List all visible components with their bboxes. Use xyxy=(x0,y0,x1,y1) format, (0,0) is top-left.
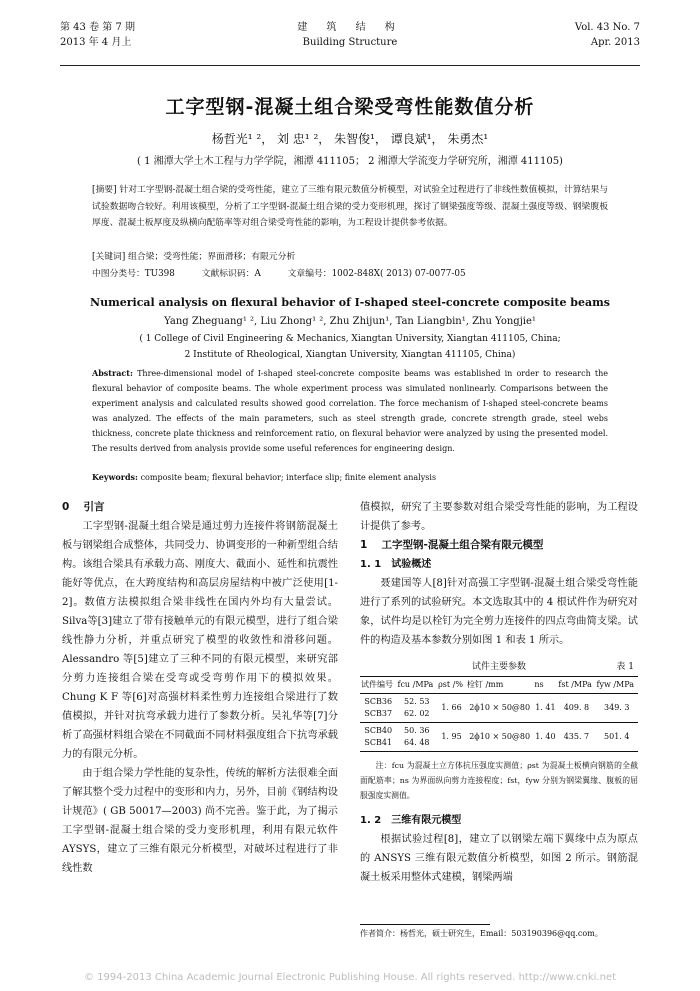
table-cell: 409. 8 xyxy=(563,703,590,712)
table-header: fst /MPa xyxy=(557,677,595,694)
table-header-row xyxy=(360,677,638,694)
abstract-label: Abstract: xyxy=(92,368,133,378)
table-cell: SCB36 SCB37 xyxy=(364,697,393,718)
author-footnote: 作者简介：杨哲光，硕士研究生，Email：503190396@qq.com。 xyxy=(360,929,603,938)
paragraph: 由于组合梁力学性能的复杂性，传统的解析方法很难全面了解其整个受力过程中的变形和内力，另外，目前《钢结构设计规范》( GB 50017—2003) 尚不完善。鉴于此，为了揭示工字型钢-混凝土组合梁的受力变形机理，利用有限元软件 AYSYS，建立了三维有限元分析模型，对破坏过程进行了非线性数 xyxy=(62,768,338,874)
table-header: ρst /% xyxy=(437,677,466,694)
running-header xyxy=(60,20,640,56)
header-rule xyxy=(60,65,640,66)
table-header: fyw /MPa xyxy=(595,677,638,694)
subsection-1-1-heading: 1. 1 试验概述 xyxy=(360,559,432,570)
table-caption xyxy=(360,658,638,676)
table-title: 试件主要参数 xyxy=(471,662,526,672)
header-center xyxy=(60,20,640,50)
table-cell: SCB40 SCB41 xyxy=(360,723,396,752)
table-note: 注：fcu 为混凝土立方体抗压强度实测值；ρst 为混凝土板横向钢筋的全截面配筋率；ns 为界面纵向剪力连接程度；fst，fyw 分别为钢梁翼缘、腹板的屈服强度实测值。 xyxy=(360,761,638,800)
english-affiliation-1: ( 1 College of Civil Engineering & Mechanics, Xiangtan University, Xiangtan 411105, China; xyxy=(139,334,561,344)
right-column xyxy=(360,498,638,887)
keywords-text: composite beam; flexural behavior; interface slip; finite element analysis xyxy=(140,473,437,482)
table-number: 表 1 xyxy=(616,662,634,672)
volume-zh: 第 43 卷 第 7 期 xyxy=(60,22,135,33)
english-authors: Yang Zheguang¹ ², Liu Zhong¹ ², Zhu Zhijun¹, Tan Liangbin¹, Zhu Yongjie¹ xyxy=(164,316,536,327)
paragraph: 工字型钢-混凝土组合梁是通过剪力连接件将钢筋混凝土板与钢梁组合成整体，共同受力、协调变形的一种新型组合结构。该组合梁具有承载力高、刚度大、截面小、延性和抗震性能好等优点，在大跨度结构和高层房屋结构中被广泛使用[1-2]。数值方法模拟组合梁非线性在国内外均有大量尝试。Silva等[3]建立了带有接触单元的有限元模型，进行了组合梁线性静力分析，并重点研究了模型的收敛性和滑移问题。Alessandro 等[5]建立了三种不同的有限元模型，来研究部分剪力连接组合梁在受弯或受弯剪作用下的模拟效果。Chung K F 等[6]对高强材料柔性剪力连接组合梁进行了数值模拟，并针对抗弯承载力进行了参数分析。吴礼华等[7]分析了高强材料组合梁在不同截面不同材料强度组合下抗弯承载力的有限元分析。 xyxy=(62,521,338,760)
doc-code: 文献标识码：A xyxy=(201,269,261,279)
english-affiliation-2: 2 Institute of Rheological, Xiangtan University, Xiangtan 411105, China) xyxy=(184,350,516,360)
header-right xyxy=(575,20,640,50)
table-cell: 50. 36 64. 48 xyxy=(396,723,437,752)
table-row xyxy=(360,694,638,723)
table-cell: 501. 4 xyxy=(595,723,638,752)
english-abstract xyxy=(92,366,608,456)
table-cell: 1. 41 xyxy=(535,703,556,712)
table-cell: 2ϕ10 × 50@80 xyxy=(469,703,531,712)
clc-number: 中图分类号：TU398 xyxy=(92,269,175,279)
paragraph-continued: 值模拟，研究了主要参数对组合梁受弯性能的影响，为工程设计提供了参考。 xyxy=(360,502,638,532)
english-title: Numerical analysis on flexural behavior of I-shaped steel-concrete composite beams xyxy=(90,296,610,309)
table-header: 栓钉 /mm xyxy=(466,677,533,694)
classification-line xyxy=(92,267,608,282)
footnote-rule xyxy=(360,924,490,925)
journal-name-en: Building Structure xyxy=(302,37,398,48)
table-cell: 1. 40 xyxy=(533,723,557,752)
abstract-zh: [摘要] 针对工字型钢-混凝土组合梁的受弯性能，建立了三维有限元数值分析模型，对试验全过程进行了非线性数值模拟，计算结果与试验数据吻合较好。利用该模型，分析了工字型钢-混凝土组合梁的受力变形机理，探讨了钢梁强度等级、混凝土强度等级、钢梁腹板厚度、混凝土板厚度及纵横向配筋率等对组合梁受弯性能的影响，为工程设计提供参考依据。 xyxy=(92,185,608,228)
table-cell: 349. 3 xyxy=(604,703,630,712)
copyright-watermark: © 1994-2013 China Academic Journal Electronic Publishing House. All rights reserved. http://www.cnki.net xyxy=(84,972,616,983)
table-cell: 2ϕ10 × 50@80 xyxy=(466,723,533,752)
abstract-text: Three-dimensional model of I-shaped steel-concrete composite beams was established in order to research the flexural behavior of composite beams. The whole experiment process was simulated nonlinearly. Comparisons between the experiment analysis and calculated results showed good correlation. The force mechanism of I-shaped steel-concrete beams was analyzed. The effects of the main parameters, such as steel strength grade, concrete strength grade, steel webs thickness, concrete plate thickness and reinforcement ratio, on flexural behavior were analyzed by using the presented model. The results derived from analysis provide some useful references for engineering design. xyxy=(92,369,608,453)
table-cell: 1. 95 xyxy=(437,723,466,752)
table-cell: 1. 66 xyxy=(441,703,462,712)
keywords-label: Keywords: xyxy=(92,472,139,482)
table-cell: 435. 7 xyxy=(557,723,595,752)
section-0-heading: 0 引言 xyxy=(62,501,105,513)
table-header: 试件编号 xyxy=(360,677,396,694)
subsection-1-2-heading: 1. 2 三维有限元模型 xyxy=(360,815,462,826)
affiliation: ( 1 湘潭大学土木工程与力学学院，湘潭 411105； 2 湘潭大学流变力学研究所，湘潭 411105) xyxy=(137,156,563,167)
left-column xyxy=(62,498,338,878)
article-number: 文章编号：1002-848X( 2013) 07-0077-05 xyxy=(287,269,466,279)
author-list: 杨哲光¹ ²， 刘 忠¹ ²， 朱智俊¹， 谭良斌¹， 朱勇杰¹ xyxy=(211,132,489,146)
paragraph: 根据试验过程[8]，建立了以钢梁左端下翼缘中点为原点的 ANSYS 三维有限元数值分析模型，如图 2 所示。钢筋混凝土板采用整体式建模，钢梁两端 xyxy=(360,834,638,883)
keywords-zh: [关键词] 组合梁；受弯性能；界面滑移；有限元分析 xyxy=(92,252,296,262)
journal-name-zh: 建 筑 结 构 xyxy=(297,22,403,33)
date-zh: 2013 年 4 月上 xyxy=(60,37,132,48)
section-1-heading: 1 工字型钢-混凝土组合梁有限元模型 xyxy=(360,539,544,551)
table-cell: 52. 53 62. 02 xyxy=(404,697,430,718)
table-header: fcu /MPa xyxy=(396,677,437,694)
volume-en: Vol. 43 No. 7 xyxy=(574,22,640,33)
paper-title: 工字型钢-混凝土组合梁受弯性能数值分析 xyxy=(165,96,535,118)
english-keywords xyxy=(92,470,608,485)
date-en: Apr. 2013 xyxy=(590,37,640,48)
table-row xyxy=(360,723,638,752)
table-header: ns xyxy=(533,677,557,694)
specimen-table xyxy=(360,676,638,752)
paragraph: 聂建国等人[8]针对高强工字型钢-混凝土组合梁受弯性能进行了系列的试验研究。本文选取其中的 4 根试件作为研究对象，试件均是以栓钉为完全剪力连接件的四点弯曲简支梁。试件的构造及基本参数分别如图 1 和表 1 所示。 xyxy=(360,578,638,646)
